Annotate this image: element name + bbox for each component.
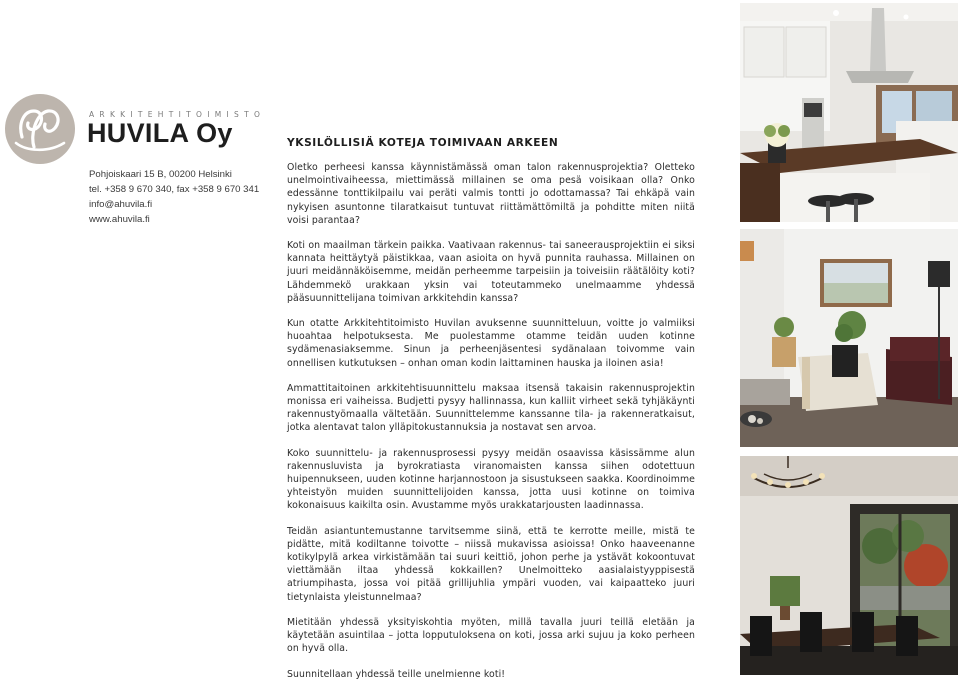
- contact-address: Pohjoiskaari 15 B, 00200 Helsinki: [89, 169, 232, 180]
- article-paragraph: Oletko perheesi kanssa käynnistämässä oman talon rakennusprojektia? Oletteko unelmointivaiheessa, miettimässä millainen se oma pesä voisikaan olla? Onko edessänne tonttikilpailu vai peräti valmis tontti jo odottamassa? Tai ehkäpä vain nykyisen asuntonne tilaratkaisut tuntuvat riittämättömiltä ja pohditte miten niitä voisi parantaa?: [287, 162, 695, 226]
- article-paragraph: Suunnitellaan yhdessä teille unelmienne koti!: [287, 668, 506, 680]
- company-tagline: ARKKITEHTITOIMISTO: [89, 110, 266, 119]
- kitchen-photo: [740, 3, 958, 222]
- company-name: HUVILA Oy: [87, 118, 233, 148]
- contact-phone: tel. +358 9 670 340, fax +358 9 670 341: [89, 184, 260, 195]
- contact-email-link[interactable]: info@ahuvila.fi: [89, 199, 153, 210]
- company-logo: [4, 93, 76, 165]
- living-room-photo: [740, 229, 958, 447]
- dining-room-photo: [740, 456, 958, 675]
- article-paragraph: Koko suunnittelu- ja rakennusprosessi pysyy meidän osaavissa käsissämme alun rakennusluvista ja byrokratiasta viranomaisten kanssa siihen odotettuun huipennukseen, uuden kotinne harjannostoon ja sisustukseen saakka. Koordinoimme yhteistyön muiden suunnittelijoiden kanssa, jotta uusi kotinne on toimiva kokonaisuus kaikilta osin. Avustamme myös urakkatarjousten laadinnassa.: [287, 447, 695, 512]
- article-paragraph: Mietitään yhdessä yksityiskohtia myöten, millä tavalla juuri teillä eletään ja käytetään asuintilaa – jotta lopputuloksena on koti, jossa arki sujuu ja koko perheen on hyvä olla.: [287, 616, 695, 655]
- article-paragraph: Kun otatte Arkkitehtitoimisto Huvilan avuksenne suunnitteluun, voitte jo valmiiksi huoahtaa helpotuksesta. Me puolestamme otamme teidän uuden kotinne sydämenasiaksemme. Sinun ja perheenjäsentesi sydänalaan toivomme vain onnellisen kutkutuksen – onhan oman kodin laittaminen hauska ja iloinen asia!: [287, 318, 695, 369]
- article-paragraph: Teidän asiantuntemustanne tarvitsemme siinä, että te kerrotte meille, mistä te pidätte, mitä kodiltanne toivotte – niissä mukavissa asioissa! Onko haaveenanne kotikylpylä arkea virkistämään tai suuri keittiö, johon perhe ja ystävät kokoontuvat viettämään iltaa yhdessä kokkaillen? Unelmoitteko aasialaistyyppisestä atriumpihasta, jossa voi pitää grillijuhlia ympäri vuoden, vai kaipaatteko juuri tietynlaista yleistunnelmaa?: [287, 525, 695, 603]
- article-heading: YKSILÖLLISIÄ KOTEJA TOIMIVAAN ARKEEN: [287, 137, 559, 149]
- contact-block: [89, 167, 259, 227]
- article-paragraph: Koti on maailman tärkein paikka. Vaativaan rakennus- tai saneerausprojektiin ei siksi kannata heittäytyä päistikkaa, vaan asioita on hyvä punnita rauhassa. Millainen on juuri meidännäköisemme, meidän perheemme tarpeisiin ja toiveisiin räätälöity koti? Lähdemmekö urakkaan yksin vai toteutammeko unelmaamme yhdessä pääsuunnittelijana toimivan arkkitehdin kanssa?: [287, 240, 695, 304]
- article-paragraph: Ammattitaitoinen arkkitehtisuunnittelu maksaa itsensä takaisin rakennusprojektin monissa eri vaiheissa. Budjetti pysyy hallinnassa, kun kalliit virheet sekä tyhjäkäynti rakennustyömaalla vältetään. Suunnittelemme kanssanne tila- ja rakenneratkaisut, jotka alentavat talon ylläpitokustannuksia ja nostavat sen arvoa.: [287, 382, 695, 434]
- contact-website-link[interactable]: www.ahuvila.fi: [89, 214, 150, 225]
- article-body: [287, 137, 695, 693]
